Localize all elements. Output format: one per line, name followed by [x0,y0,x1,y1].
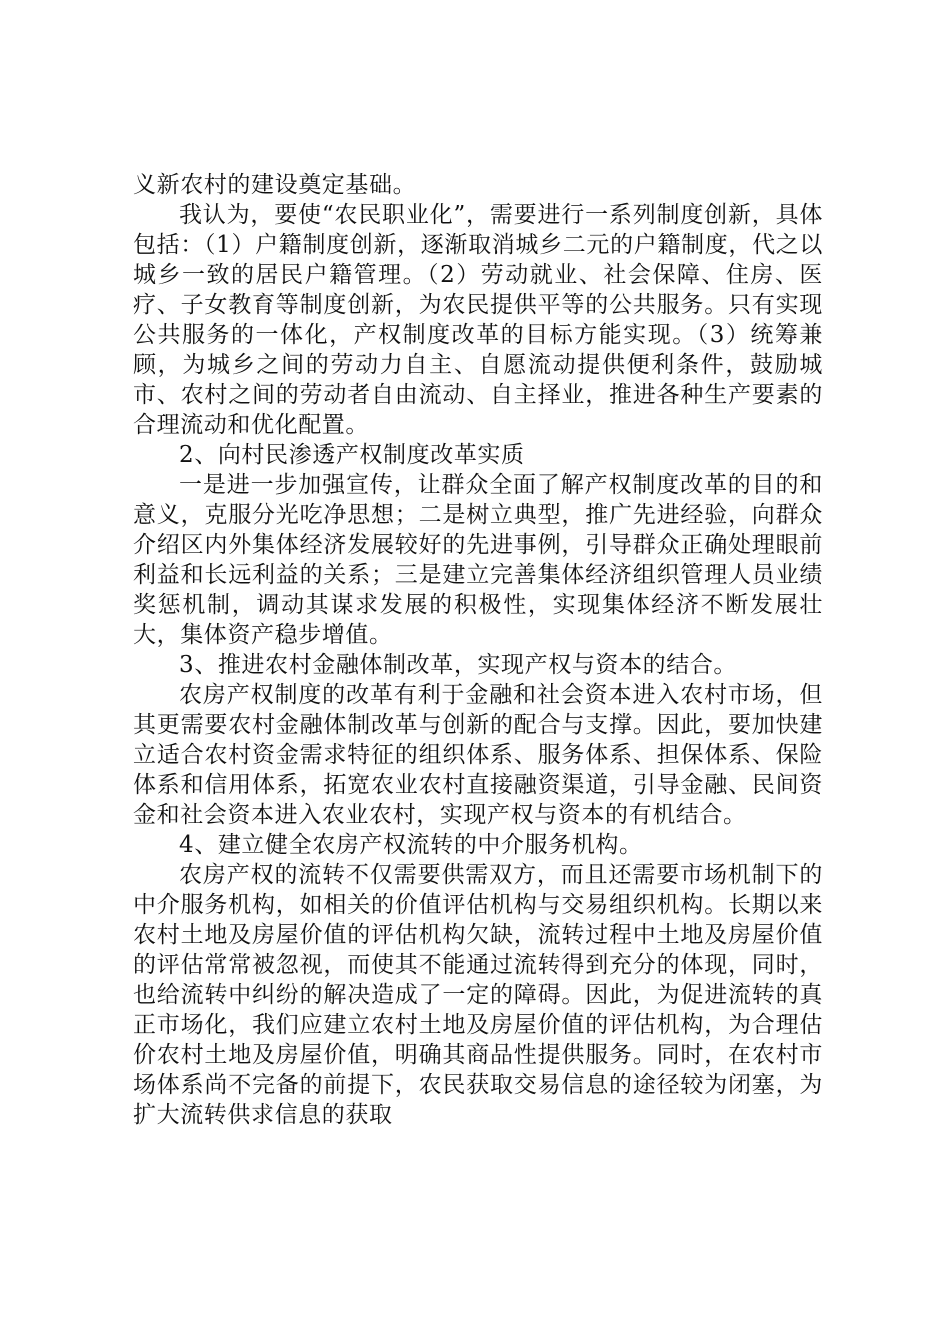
paragraph-finance-reform: 农房产权制度的改革有利于金融和社会资本进入农村市场，但其更需要农村金融体制改革与创新的配合与支撑。因此，要加快建立适合农村资金需求特征的组织体系、服务体系、担保体系、保险体系和信用体系，拓宽农业农村直接融资渠道，引导金融、民间资金和社会资本进入农业农村，实现产权与资本的有机结合。 [133,682,823,828]
section-heading-4: 4、建立健全农房产权流转的中介服务机构。 [179,832,643,858]
paragraph-continuation: 义新农村的建设奠定基础。 [133,172,417,198]
paragraph-intermediary-services: 农房产权的流转不仅需要供需双方，而且还需要市场机制下的中介服务机构，如相关的价值评估机构与交易组织机构。长期以来农村土地及房屋价值的评估机构欠缺，流转过程中土地及房屋价值的评估常常被忽视，而使其不能通过流转得到充分的体现，同时，也给流转中纠纷的解决造成了一定的障碍。因此，为促进流转的真正市场化，我们应建立农村土地及房屋价值的评估机构，为合理估价农村土地及房屋价值，明确其商品性提供服务。同时，在农村市场体系尚不完备的前提下，农民获取交易信息的途径较为闭塞，为扩大流转供求信息的获取 [133,862,823,1128]
paragraph-institutional-innovation: 我认为，要使“农民职业化”，需要进行一系列制度创新，具体包括：（1）户籍制度创新，逐渐取消城乡二元的户籍制度，代之以城乡一致的居民户籍管理。（2）劳动就业、社会保障、住房、医疗、子女教育等制度创新，为农民提供平等的公共服务。只有实现公共服务的一体化，产权制度改革的目标方能实现。（3）统筹兼顾，为城乡之间的劳动力自主、自愿流动提供便利条件，鼓励城市、农村之间的劳动者自由流动、自主择业，推进各种生产要素的合理流动和优化配置。 [133,202,823,438]
paragraph-publicity: 一是进一步加强宣传，让群众全面了解产权制度改革的目的和意义，克服分光吃净思想；二是树立典型，推广先进经验，向群众介绍区内外集体经济发展较好的先进事例，引导群众正确处理眼前利益和长远利益的关系；三是建立完善集体经济组织管理人员业绩奖惩机制，调动其谋求发展的积极性，实现集体经济不断发展壮大，集体资产稳步增值。 [133,472,823,648]
section-heading-3: 3、推进农村金融体制改革，实现产权与资本的结合。 [179,652,738,678]
document-body [133,170,823,1130]
section-heading-2: 2、向村民渗透产权制度改革实质 [179,442,525,468]
